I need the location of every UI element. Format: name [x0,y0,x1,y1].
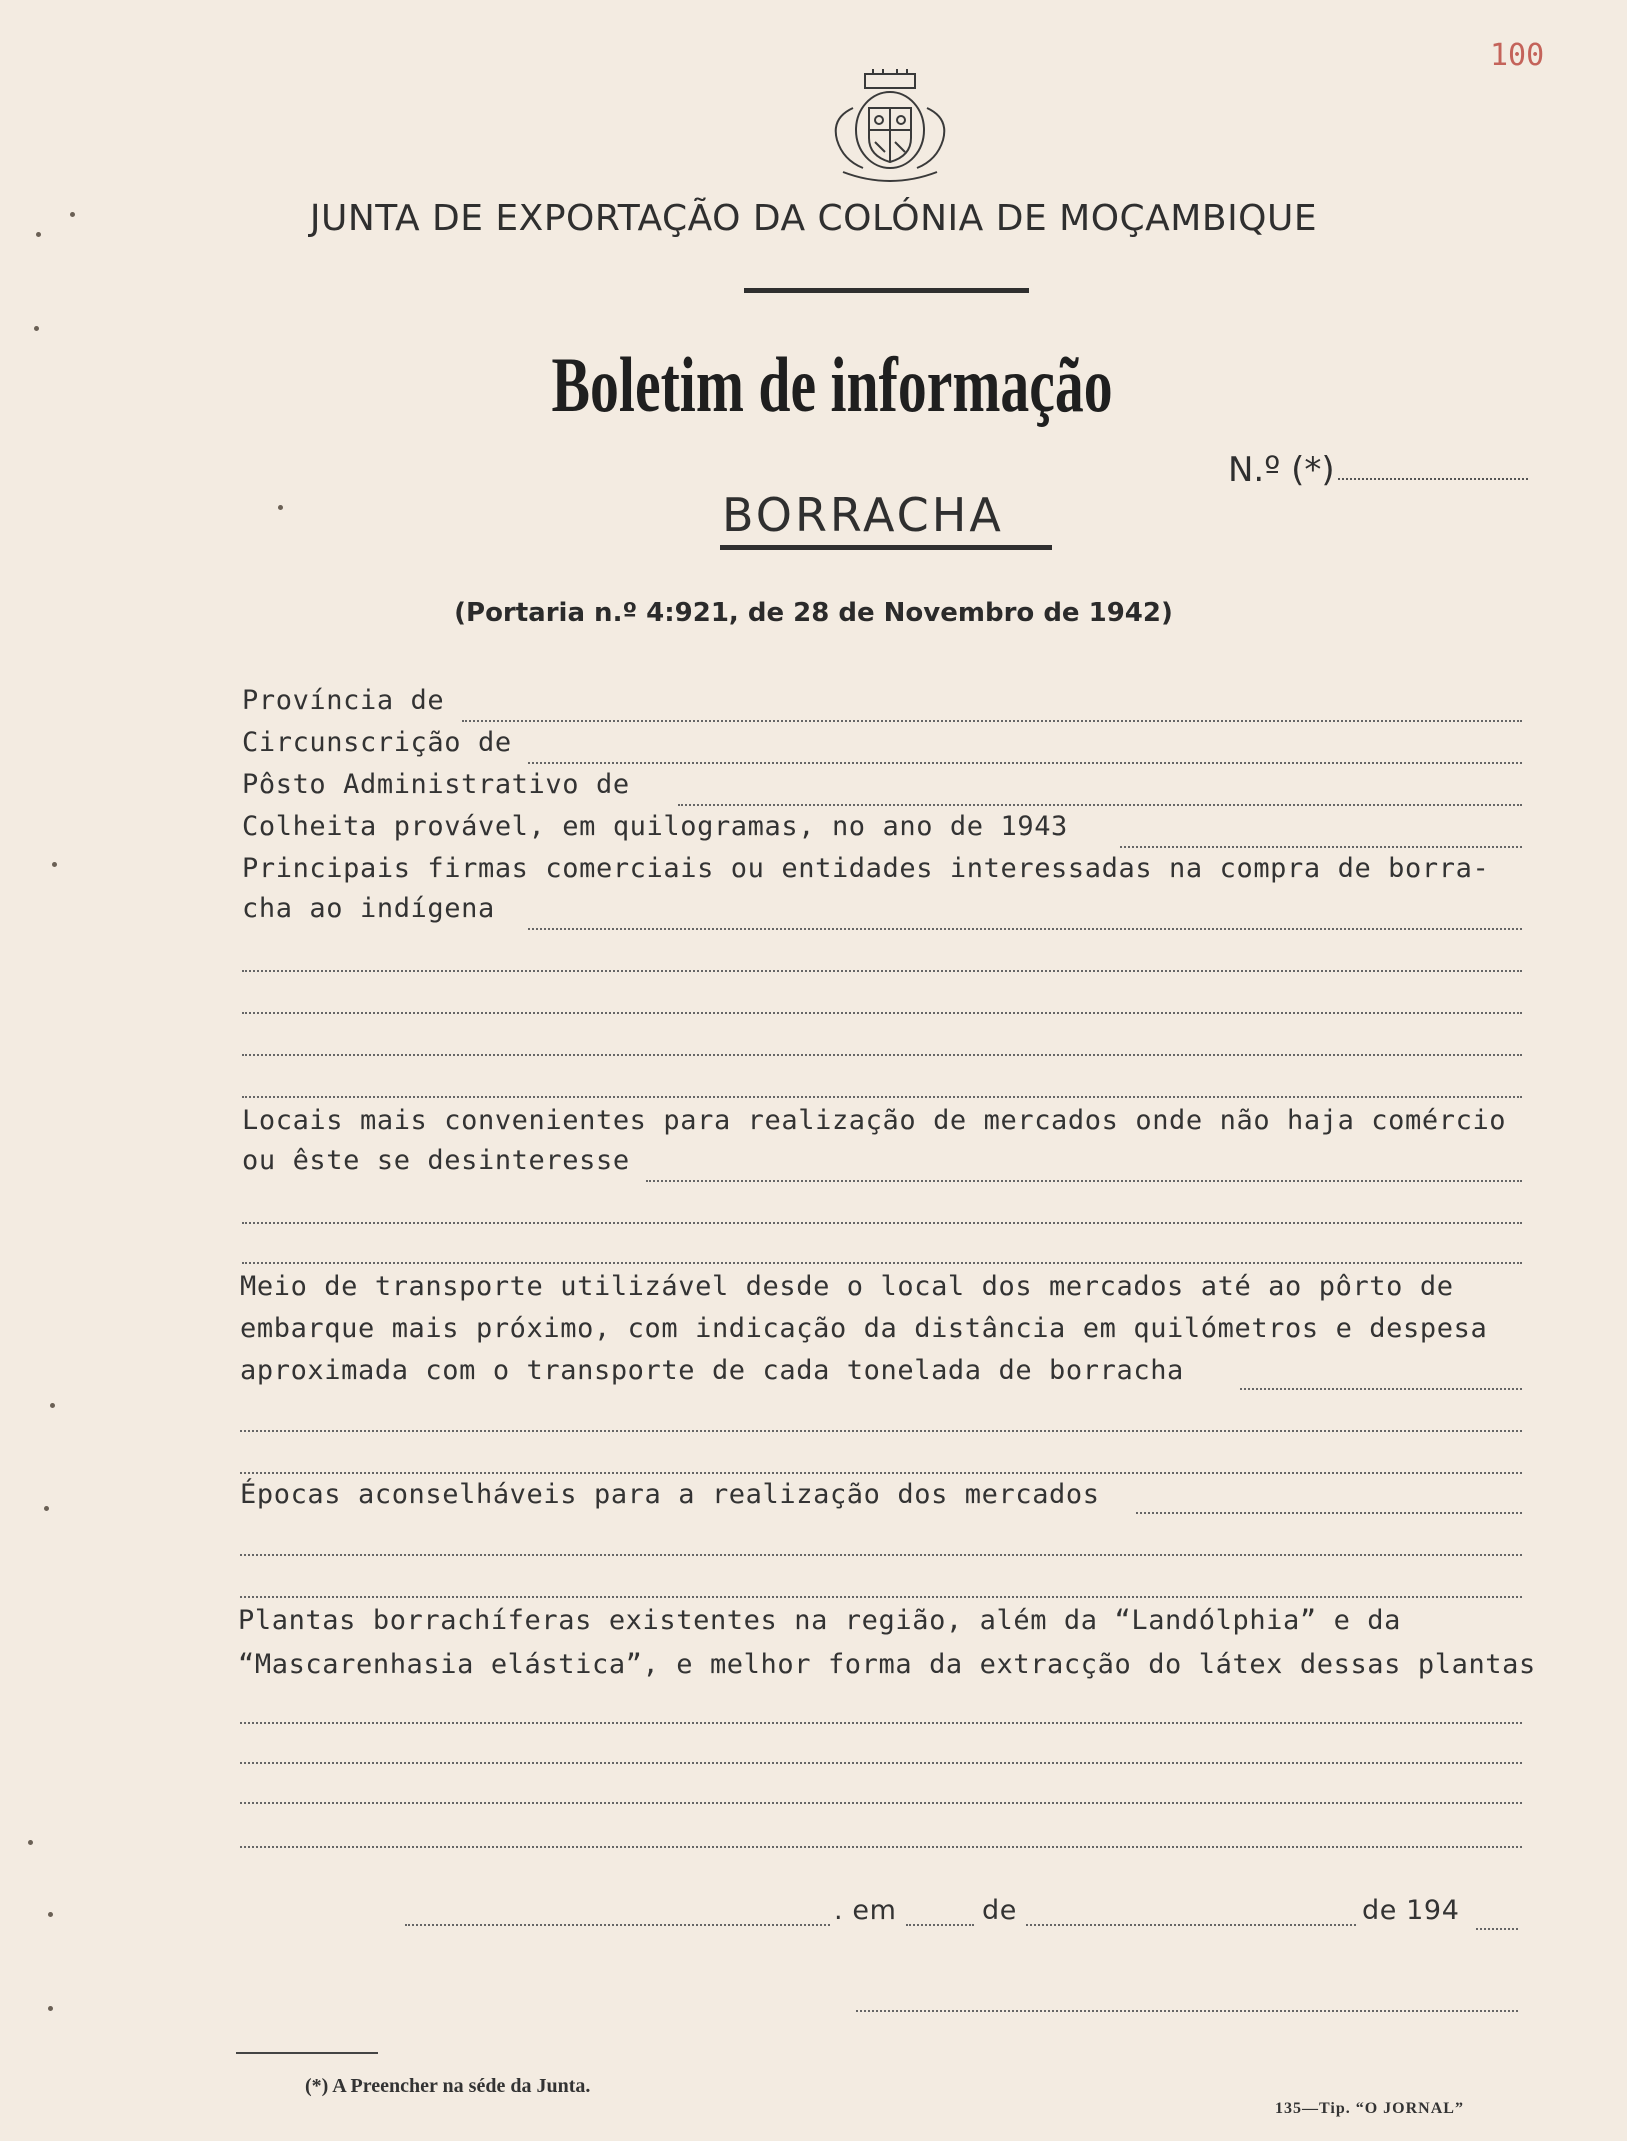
locais-field-line[interactable] [242,1262,1522,1264]
firmas-label-cont: cha ao indígena [242,893,495,924]
page-number: 100 [1490,38,1545,73]
firmas-field-line[interactable] [242,1096,1522,1098]
transporte-field-line[interactable] [240,1472,1522,1474]
colheita-field[interactable] [1120,846,1522,848]
firmas-field-line[interactable] [242,1012,1522,1014]
locais-label-cont: ou êste se desinteresse [242,1145,630,1176]
firmas-field-line[interactable] [242,1054,1522,1056]
binding-speck [70,212,75,217]
firmas-field-line[interactable] [242,970,1522,972]
transporte-label: Meio de transporte utilizável desde o local dos mercados até ao pôrto de [240,1271,1454,1302]
posto-field[interactable] [678,804,1522,806]
locais-field[interactable] [646,1180,1522,1182]
epocas-field-line[interactable] [240,1554,1522,1556]
em-label: . em [834,1895,897,1926]
binding-speck [44,1506,49,1511]
subtitle-underline [720,545,1052,550]
binding-speck [52,862,57,867]
footnote: (*) A Preencher na séde da Junta. [305,2075,591,2097]
firmas-field[interactable] [528,928,1522,930]
circunscricao-label: Circunscrição de [242,727,512,758]
subtitle: BORRACHA [722,488,1004,542]
plantas-label: Plantas borrachíferas existentes na região, além da “Landólphia” e da [238,1605,1402,1636]
plantas-field-line[interactable] [240,1762,1522,1764]
decree-reference: (Portaria n.º 4:921, de 28 de Novembro de 1942) [454,598,1173,628]
provincia-field[interactable] [462,720,1522,722]
colheita-label: Colheita provável, em quilogramas, no ano de 1943 [242,811,1068,842]
epocas-label: Épocas aconselháveis para a realização dos mercados [240,1479,1100,1510]
de-label: de [982,1895,1017,1926]
epocas-field[interactable] [1136,1512,1522,1514]
day-field[interactable] [906,1924,974,1926]
divider [744,288,1029,293]
plantas-field-line[interactable] [240,1846,1522,1848]
plantas-label-cont: “Mascarenhasia elástica”, e melhor forma da extracção do látex dessas plantas [238,1649,1536,1680]
plantas-field-line[interactable] [240,1802,1522,1804]
page-title: Boletim de informação [551,341,1113,428]
transporte-label-cont: embarque mais próximo, com indicação da distância em quilómetros e despesa [240,1313,1488,1344]
transporte-label-cont: aproximada com o transporte de cada tonelada de borracha [240,1355,1184,1386]
plantas-field-line[interactable] [240,1722,1522,1724]
year-field[interactable] [1476,1928,1518,1930]
transporte-field-line[interactable] [240,1430,1522,1432]
municipal-crest-icon [823,68,957,188]
organization-title: JUNTA DE EXPORTAÇÃO DA COLÓNIA DE MOÇAMBIQUE [309,198,1318,239]
binding-speck [48,1912,53,1917]
locais-label: Locais mais convenientes para realização de mercados onde não haja comércio [242,1105,1507,1136]
month-field[interactable] [1026,1924,1356,1926]
printer-mark: 135—Tip. “O JORNAL” [1275,2100,1464,2117]
circunscricao-field[interactable] [528,762,1522,764]
locais-field-line[interactable] [242,1222,1522,1224]
binding-speck [28,1840,33,1845]
number-label: N.º (*) [1228,450,1335,490]
binding-speck [278,505,283,510]
footnote-divider [236,2052,378,2054]
posto-label: Pôsto Administrativo de [242,769,630,800]
number-field[interactable] [1338,478,1528,480]
year-label: de 194 [1362,1895,1460,1926]
epocas-field-line[interactable] [240,1596,1522,1598]
binding-speck [36,232,41,237]
transporte-field[interactable] [1240,1388,1522,1390]
binding-speck [50,1403,55,1408]
place-field[interactable] [405,1924,830,1926]
firmas-label: Principais firmas comerciais ou entidades interessadas na compra de borra- [242,853,1490,884]
binding-speck [48,2006,53,2011]
signature-field[interactable] [856,2010,1518,2012]
provincia-label: Província de [242,685,445,716]
binding-speck [34,326,39,331]
